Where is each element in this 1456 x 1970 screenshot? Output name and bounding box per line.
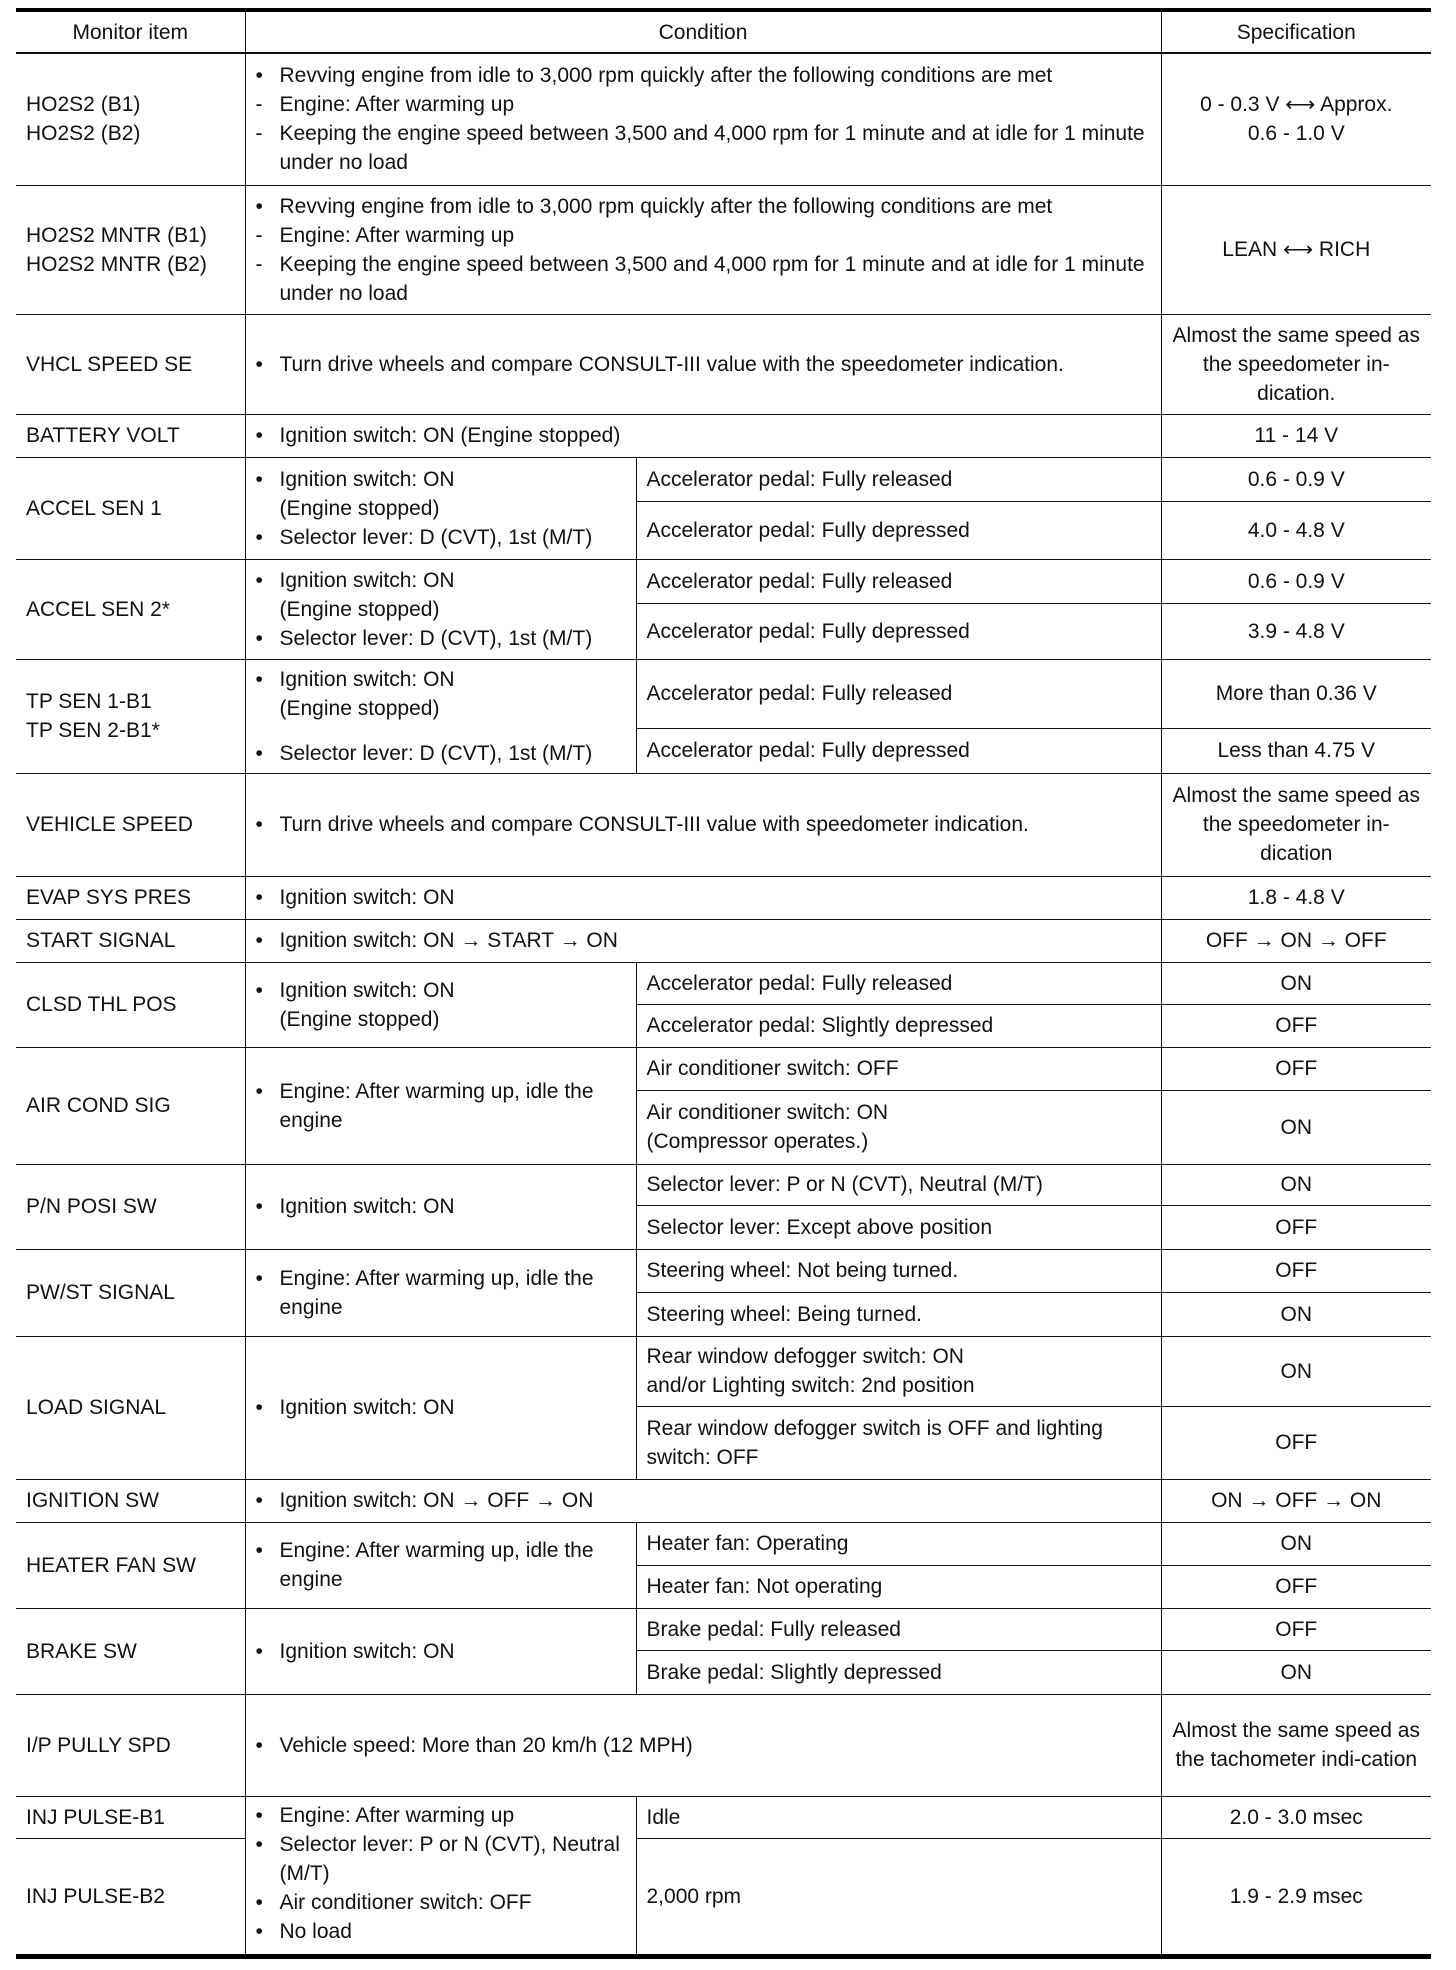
condition: • Engine: After warming up, idle the engine: [245, 1249, 636, 1336]
specification: ON: [1161, 1336, 1431, 1406]
table-row-brake-sw: [16, 1608, 1431, 1650]
condition: • Ignition switch: ON (Engine stopped) • Selector lever: D (CVT), 1st (M/T): [245, 457, 636, 559]
sub-condition: Heater fan: Not operating: [636, 1565, 1161, 1608]
specification: OFF: [1161, 1249, 1431, 1292]
table-row-heater-fan-sw: [16, 1522, 1431, 1565]
specification: LEAN ⟷ RICH: [1161, 185, 1431, 314]
monitor-item: BATTERY VOLT: [16, 414, 245, 457]
sub-condition: Accelerator pedal: Fully released: [636, 962, 1161, 1004]
sub-condition: Selector lever: P or N (CVT), Neutral (M/T): [636, 1164, 1161, 1205]
monitor-item: ACCEL SEN 1: [16, 457, 245, 559]
specification: 4.0 - 4.8 V: [1161, 501, 1431, 559]
header-row: [16, 10, 1431, 53]
sub-condition: Brake pedal: Fully released: [636, 1608, 1161, 1650]
specification: OFF: [1161, 1406, 1431, 1479]
sub-condition: Selector lever: Except above position: [636, 1205, 1161, 1249]
specification: 1.9 - 2.9 msec: [1161, 1838, 1431, 1956]
condition: • Ignition switch: ON: [245, 1164, 636, 1249]
specification: 0.6 - 0.9 V: [1161, 559, 1431, 603]
sub-condition: Brake pedal: Slightly depressed: [636, 1650, 1161, 1694]
condition: • Revving engine from idle to 3,000 rpm quickly after the following conditions are met - Engine: After warming up - Keeping the engine speed between 3,500 and 4,000 rpm for 1 minute and at idle for 1 minute under no load: [245, 185, 1161, 314]
monitor-item: CLSD THL POS: [16, 962, 245, 1047]
specification: Almost the same speed as the tachometer indi-cation: [1161, 1694, 1431, 1796]
specification: 2.0 - 3.0 msec: [1161, 1796, 1431, 1838]
table-row-ho2s2: [16, 53, 1431, 185]
sub-condition: Accelerator pedal: Fully released: [636, 559, 1161, 603]
condition: • Vehicle speed: More than 20 km/h (12 MPH): [245, 1694, 1161, 1796]
sub-condition: Accelerator pedal: Slightly depressed: [636, 1004, 1161, 1047]
specification: OFF: [1161, 1205, 1431, 1249]
monitor-item: BRAKE SW: [16, 1608, 245, 1694]
sub-condition: Idle: [636, 1796, 1161, 1838]
monitor-item: IGNITION SW: [16, 1479, 245, 1522]
condition: • Ignition switch: ON (Engine stopped) • Selector lever: D (CVT), 1st (M/T): [245, 659, 636, 773]
table-row-air-cond-sig: [16, 1047, 1431, 1090]
table-row-load-signal: [16, 1336, 1431, 1406]
table-row-start-signal: [16, 919, 1431, 962]
specification: 0 - 0.3 V ⟷ Approx. 0.6 - 1.0 V: [1161, 53, 1431, 185]
specification: ON: [1161, 1292, 1431, 1336]
specification: ON → OFF → ON: [1161, 1479, 1431, 1522]
sub-condition: Accelerator pedal: Fully released: [636, 659, 1161, 728]
table-row-clsd-thl-pos: [16, 962, 1431, 1004]
specification: 1.8 - 4.8 V: [1161, 876, 1431, 919]
specification: Less than 4.75 V: [1161, 728, 1431, 773]
sub-condition: Accelerator pedal: Fully released: [636, 457, 1161, 501]
specification: More than 0.36 V: [1161, 659, 1431, 728]
condition: • Turn drive wheels and compare CONSULT-III value with speedometer indication.: [245, 773, 1161, 876]
sub-condition: Heater fan: Operating: [636, 1522, 1161, 1565]
sub-condition: Accelerator pedal: Fully depressed: [636, 603, 1161, 659]
sub-condition: Rear window defogger switch is OFF and lighting switch: OFF: [636, 1406, 1161, 1479]
table-row-accel-sen-2: [16, 559, 1431, 603]
sub-condition: Steering wheel: Being turned.: [636, 1292, 1161, 1336]
table-row-pn-posi-sw: [16, 1164, 1431, 1205]
condition: • Ignition switch: ON (Engine stopped): [245, 962, 636, 1047]
specification: ON: [1161, 1090, 1431, 1164]
monitor-item: I/P PULLY SPD: [16, 1694, 245, 1796]
monitor-item: TP SEN 1-B1 TP SEN 2-B1*: [16, 659, 245, 773]
table-row-inj-pulse-b1: [16, 1796, 1431, 1838]
condition: • Ignition switch: ON: [245, 1608, 636, 1694]
specification: 3.9 - 4.8 V: [1161, 603, 1431, 659]
header-specification: Specification: [1161, 10, 1431, 53]
sub-condition: Rear window defogger switch: ON and/or Lighting switch: 2nd position: [636, 1336, 1161, 1406]
specification: ON: [1161, 1164, 1431, 1205]
specification: ON: [1161, 962, 1431, 1004]
monitor-item: HO2S2 (B1) HO2S2 (B2): [16, 53, 245, 185]
specification: OFF → ON → OFF: [1161, 919, 1431, 962]
table-row-inj-pulse-b2: [16, 1838, 1431, 1956]
monitor-item: INJ PULSE-B1: [16, 1796, 245, 1838]
condition: • Revving engine from idle to 3,000 rpm quickly after the following conditions are met - Engine: After warming up - Keeping the engine speed between 3,500 and 4,000 rpm for 1 minute and at idle for 1 minute under no load: [245, 53, 1161, 185]
condition: • Ignition switch: ON → START → ON: [245, 919, 1161, 962]
monitor-item: START SIGNAL: [16, 919, 245, 962]
monitor-item: P/N POSI SW: [16, 1164, 245, 1249]
monitor-item: INJ PULSE-B2: [16, 1838, 245, 1956]
specification: OFF: [1161, 1047, 1431, 1090]
specification: OFF: [1161, 1565, 1431, 1608]
specification: Almost the same speed as the speedometer in-dication: [1161, 773, 1431, 876]
sub-condition: Air conditioner switch: ON (Compressor operates.): [636, 1090, 1161, 1164]
sub-condition: Accelerator pedal: Fully depressed: [636, 501, 1161, 559]
monitor-item: AIR COND SIG: [16, 1047, 245, 1164]
condition: • Turn drive wheels and compare CONSULT-III value with the speedometer indication.: [245, 314, 1161, 414]
specification: ON: [1161, 1522, 1431, 1565]
condition: • Ignition switch: ON: [245, 1336, 636, 1479]
condition: • Ignition switch: ON: [245, 876, 1161, 919]
sub-condition: Accelerator pedal: Fully depressed: [636, 728, 1161, 773]
monitor-item: VHCL SPEED SE: [16, 314, 245, 414]
table-row-accel-sen-1: [16, 457, 1431, 501]
condition: • Engine: After warming up • Selector lever: P or N (CVT), Neutral (M/T) • Air conditioner switch: OFF • No load: [245, 1796, 636, 1956]
specification: ON: [1161, 1650, 1431, 1694]
monitor-item: HO2S2 MNTR (B1) HO2S2 MNTR (B2): [16, 185, 245, 314]
header-monitor-item: Monitor item: [16, 10, 245, 53]
specification: Almost the same speed as the speedometer in-dication.: [1161, 314, 1431, 414]
specification: OFF: [1161, 1608, 1431, 1650]
condition: • Ignition switch: ON (Engine stopped): [245, 414, 1161, 457]
table-row-ho2s2-mntr: [16, 185, 1431, 314]
sub-condition: Air conditioner switch: OFF: [636, 1047, 1161, 1090]
monitor-item: ACCEL SEN 2*: [16, 559, 245, 659]
condition: • Ignition switch: ON → OFF → ON: [245, 1479, 1161, 1522]
table-row-vehicle-speed: [16, 773, 1431, 876]
sub-condition: 2,000 rpm: [636, 1838, 1161, 1956]
table-row-vhcl-speed-se: [16, 314, 1431, 414]
monitor-item: EVAP SYS PRES: [16, 876, 245, 919]
condition: • Ignition switch: ON (Engine stopped) • Selector lever: D (CVT), 1st (M/T): [245, 559, 636, 659]
table-row-ip-pully-spd: [16, 1694, 1431, 1796]
monitor-item: HEATER FAN SW: [16, 1522, 245, 1608]
condition: • Engine: After warming up, idle the engine: [245, 1047, 636, 1164]
sub-condition: Steering wheel: Not being turned.: [636, 1249, 1161, 1292]
table-row-tp-sen: [16, 659, 1431, 728]
specification: 11 - 14 V: [1161, 414, 1431, 457]
table-row-ignition-sw: [16, 1479, 1431, 1522]
specification: OFF: [1161, 1004, 1431, 1047]
condition: • Engine: After warming up, idle the engine: [245, 1522, 636, 1608]
monitor-item: PW/ST SIGNAL: [16, 1249, 245, 1336]
table-row-evap-sys-pres: [16, 876, 1431, 919]
header-condition: Condition: [245, 10, 1161, 53]
specification: 0.6 - 0.9 V: [1161, 457, 1431, 501]
monitor-item: VEHICLE SPEED: [16, 773, 245, 876]
monitor-item: LOAD SIGNAL: [16, 1336, 245, 1479]
monitor-spec-table: [16, 8, 1431, 1959]
table-row-battery-volt: [16, 414, 1431, 457]
table-row-pwst-signal: [16, 1249, 1431, 1292]
